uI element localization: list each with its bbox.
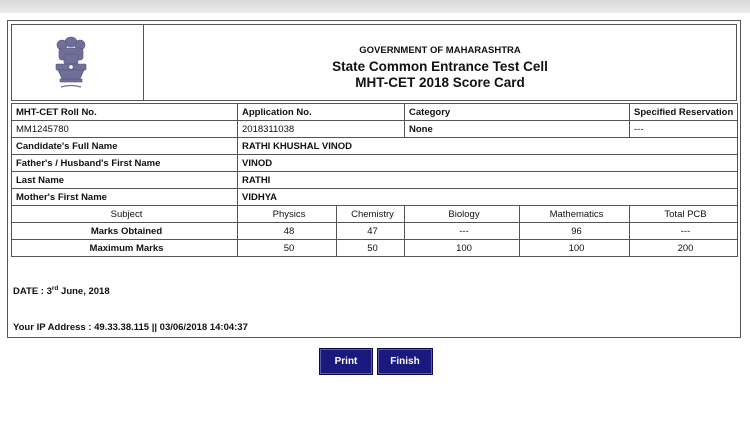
marks-header-subject: Subject [12,206,238,223]
browser-top-bar [0,0,750,13]
government-label: GOVERNMENT OF MAHARASHTRA [359,45,521,56]
marks-cell: 50 [337,240,405,257]
date-line [13,285,110,297]
marks-cell: 50 [238,240,337,257]
date-ordinal: rd [51,285,59,292]
print-button[interactable]: Print [319,348,373,375]
reservation-label: Specified Reservation [630,104,738,121]
application-value: 2018311038 [238,121,405,138]
marks-cell: 100 [520,240,630,257]
last-name-value: RATHI [238,172,738,189]
date-suffix: June, 2018 [58,286,110,298]
score-card [7,20,741,338]
table-row [12,155,738,172]
roll-value: MM1245780 [12,121,238,138]
marks-cell: --- [405,223,520,240]
emblem-cell [12,25,144,100]
marks-cell: 200 [630,240,738,257]
header-titles [144,25,736,100]
full-name-value: RATHI KHUSHAL VINOD [238,138,738,155]
marks-header-chemistry: Chemistry [337,206,405,223]
category-label: Category [405,104,630,121]
marks-cell: 96 [520,223,630,240]
marks-obtained-label: Marks Obtained [12,223,238,240]
table-row [12,104,738,121]
table-row [12,189,738,206]
marks-header-row [12,206,738,223]
application-label: Application No. [238,104,405,121]
marks-header-biology: Biology [405,206,520,223]
date-prefix: DATE : 3 [13,286,52,298]
maximum-marks-label: Maximum Marks [12,240,238,257]
marks-header-total-pcb: Total PCB [630,206,738,223]
table-row [12,172,738,189]
ip-address-line: Your IP Address : 49.33.38.115 || 03/06/2018 14:04:37 [13,322,248,333]
father-name-value: VINOD [238,155,738,172]
maximum-marks-row [12,240,738,257]
cell-title: State Common Entrance Test Cell [332,59,548,74]
last-name-label: Last Name [12,172,238,189]
marks-obtained-row [12,223,738,240]
finish-button[interactable]: Finish [377,348,433,375]
roll-label: MHT-CET Roll No. [12,104,238,121]
table-row [12,121,738,138]
category-value: None [405,121,630,138]
mother-name-value: VIDHYA [238,189,738,206]
table-row [12,138,738,155]
reservation-value: --- [630,121,738,138]
national-emblem-icon [52,34,90,92]
full-name-label: Candidate's Full Name [12,138,238,155]
marks-header-mathematics: Mathematics [520,206,630,223]
marks-cell: 47 [337,223,405,240]
marks-cell: 100 [405,240,520,257]
marks-cell: --- [630,223,738,240]
candidate-table [11,103,738,257]
card-title: MHT-CET 2018 Score Card [355,75,525,90]
father-name-label: Father's / Husband's First Name [12,155,238,172]
marks-cell: 48 [238,223,337,240]
score-card-header [11,24,737,101]
marks-header-physics: Physics [238,206,337,223]
mother-name-label: Mother's First Name [12,189,238,206]
